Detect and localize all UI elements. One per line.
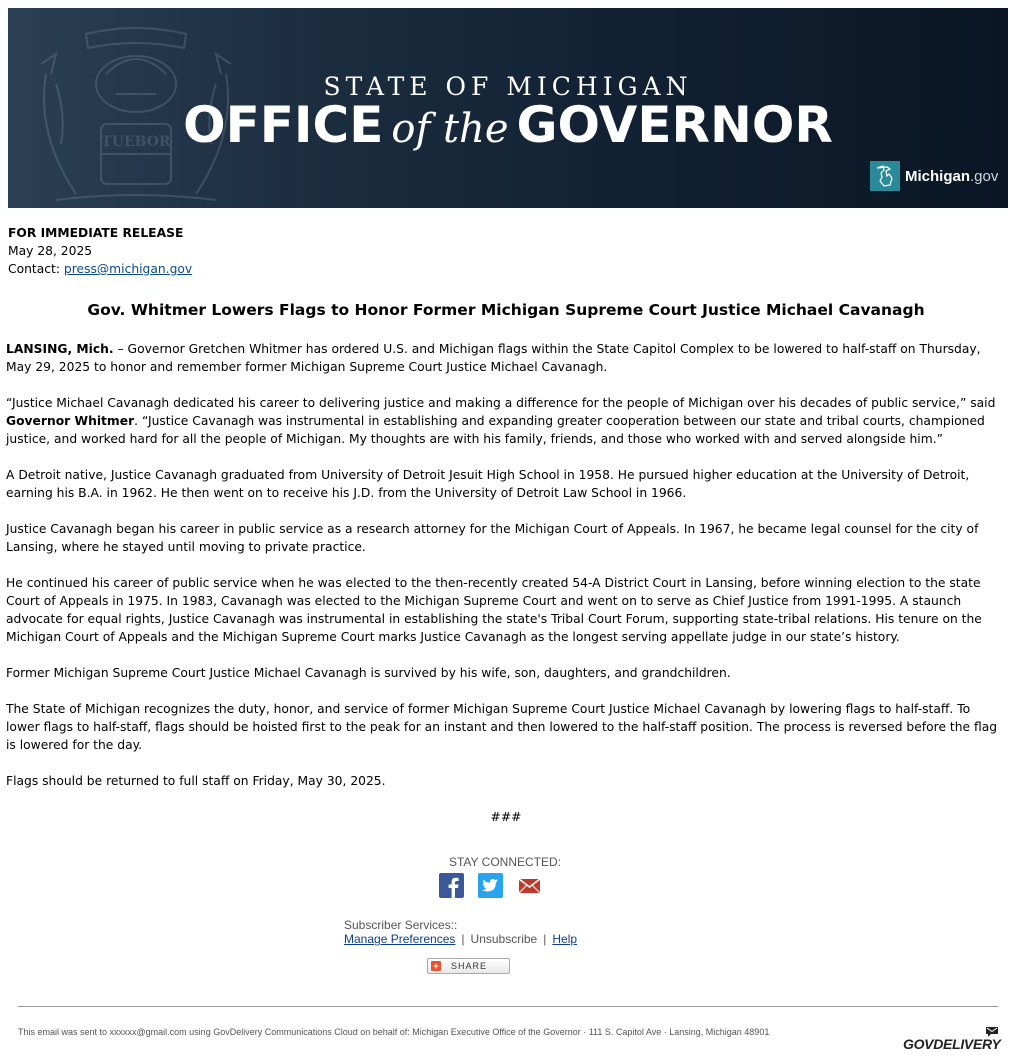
paragraph-7: The State of Michigan recognizes the duty, honor, and service of former Michigan Supreme Court Justice Michael Cavanagh by lowering flags to half-staff. To lower flags to half-staff, flags should be hoisted first to the peak for an instant and then lowered to the half-staff position. The process is reversed before the flag is lowered for the day. <box>6 702 998 752</box>
twitter-icon[interactable] <box>478 873 503 898</box>
stay-connected-heading: STAY CONNECTED: <box>448 855 561 869</box>
footer-divider <box>18 1006 998 1007</box>
footer-text: This email was sent to xxxxxx@gmail.com using GovDelivery Communications Cloud on behalf of: Michigan Executive Office of the Governor · 111 S. Capitol Ave · Lansing, Michigan 48901 <box>18 1027 770 1037</box>
paragraph-2: “Justice Michael Cavanagh dedicated his career to delivering justice and making a difference for the people of Michigan over his decades of public service,” said Governor Whitmer. “Justice Cavanagh was instrumental in establishing and expanding greater cooperation between our state and tribal courts, championed justice, and worked hard for all the people of Michigan. My thoughts are with his family, friends, and those who worked with and served alongside him.” <box>6 396 996 446</box>
paragraph-6: Former Michigan Supreme Court Justice Michael Cavanagh is survived by his wife, son, daughters, and grandchildren. <box>6 666 731 680</box>
subscriber-links: Manage Preferences | Unsubscribe | Help <box>344 932 578 946</box>
release-date: May 28, 2025 <box>8 244 93 258</box>
subscriber-services <box>344 918 577 946</box>
social-icons <box>439 873 542 898</box>
paragraph-4: Justice Cavanagh began his career in public service as a research attorney for the Michigan Court of Appeals. In 1967, he became legal counsel for the city of Lansing, where he stayed until moving to private practice. <box>6 522 979 554</box>
headline: Gov. Whitmer Lowers Flags to Honor Former Michigan Supreme Court Justice Michael Cavanagh <box>87 301 925 319</box>
banner-of-the: of the <box>391 106 509 152</box>
paragraph-8: Flags should be returned to full staff on Friday, May 30, 2025. <box>6 774 386 788</box>
end-marker: ### <box>490 810 522 824</box>
michigan-gov-logo[interactable] <box>870 160 998 192</box>
paragraph-1: LANSING, Mich. – Governor Gretchen Whitmer has ordered U.S. and Michigan flags within the State Capitol Complex to be lowered to half-staff on Thursday, May 29, 2025 to honor and remember former Michigan Supreme Court Justice Michael Cavanagh. <box>6 342 981 374</box>
share-plus-icon: + <box>431 961 441 971</box>
help-link[interactable]: Help <box>552 932 578 946</box>
paragraph-5: He continued his career of public service when he was elected to the then-recently created 54-A District Court in Lansing, before winning election to the state Court of Appeals in 1975. In 1983, Cavanagh was elected to the Michigan Supreme Court and went on to serve as Chief Justice from 1991-1995. A staunch advocate for equal rights, Justice Cavanagh was instrumental in establishing the state's Tribal Court Forum, supporting state-tribal relations. His tenure on the Michigan Court of Appeals and the Michigan Supreme Court marks Justice Cavanagh as the longest serving appellate judge in our state’s history. <box>6 576 982 644</box>
banner-state: STATE OF MICHIGAN <box>323 72 693 101</box>
michigan-gov-text: Michigan.gov <box>905 167 999 185</box>
release-label: FOR IMMEDIATE RELEASE <box>8 226 184 240</box>
govdelivery-logo[interactable]: GOVDELIVERY <box>903 1036 1001 1052</box>
contact-email-link[interactable]: press@michigan.gov <box>63 262 193 276</box>
speech-bubble-icon <box>985 1026 999 1038</box>
press-release <box>6 224 1006 826</box>
manage-preferences-link[interactable]: Manage Preferences <box>344 932 456 946</box>
banner-office: OFFICE <box>183 96 384 154</box>
email-icon[interactable] <box>517 873 542 898</box>
paragraph-3: A Detroit native, Justice Cavanagh graduated from University of Detroit Jesuit High School in 1958. He pursued higher education at the University of Detroit, earning his B.A. in 1962. He then went on to receive his J.D. from the University of Detroit Law School in 1966. <box>6 468 970 500</box>
dateline: LANSING, Mich. <box>6 342 114 356</box>
subscriber-services-label: Subscriber Services:: <box>344 918 458 932</box>
header-banner <box>8 8 1008 208</box>
unsubscribe-link[interactable]: Unsubscribe <box>470 932 538 946</box>
svg-text:TUEBOR: TUEBOR <box>101 134 171 150</box>
banner-governor: GOVERNOR <box>516 96 833 154</box>
contact-line: Contact: press@michigan.gov <box>8 262 193 276</box>
michigan-map-icon <box>870 161 900 191</box>
release-meta <box>8 224 1006 278</box>
facebook-icon[interactable] <box>439 873 464 898</box>
banner-office-title <box>8 96 1008 154</box>
speaker: Governor Whitmer <box>6 414 135 428</box>
share-button[interactable]: + SHARE <box>427 958 510 974</box>
